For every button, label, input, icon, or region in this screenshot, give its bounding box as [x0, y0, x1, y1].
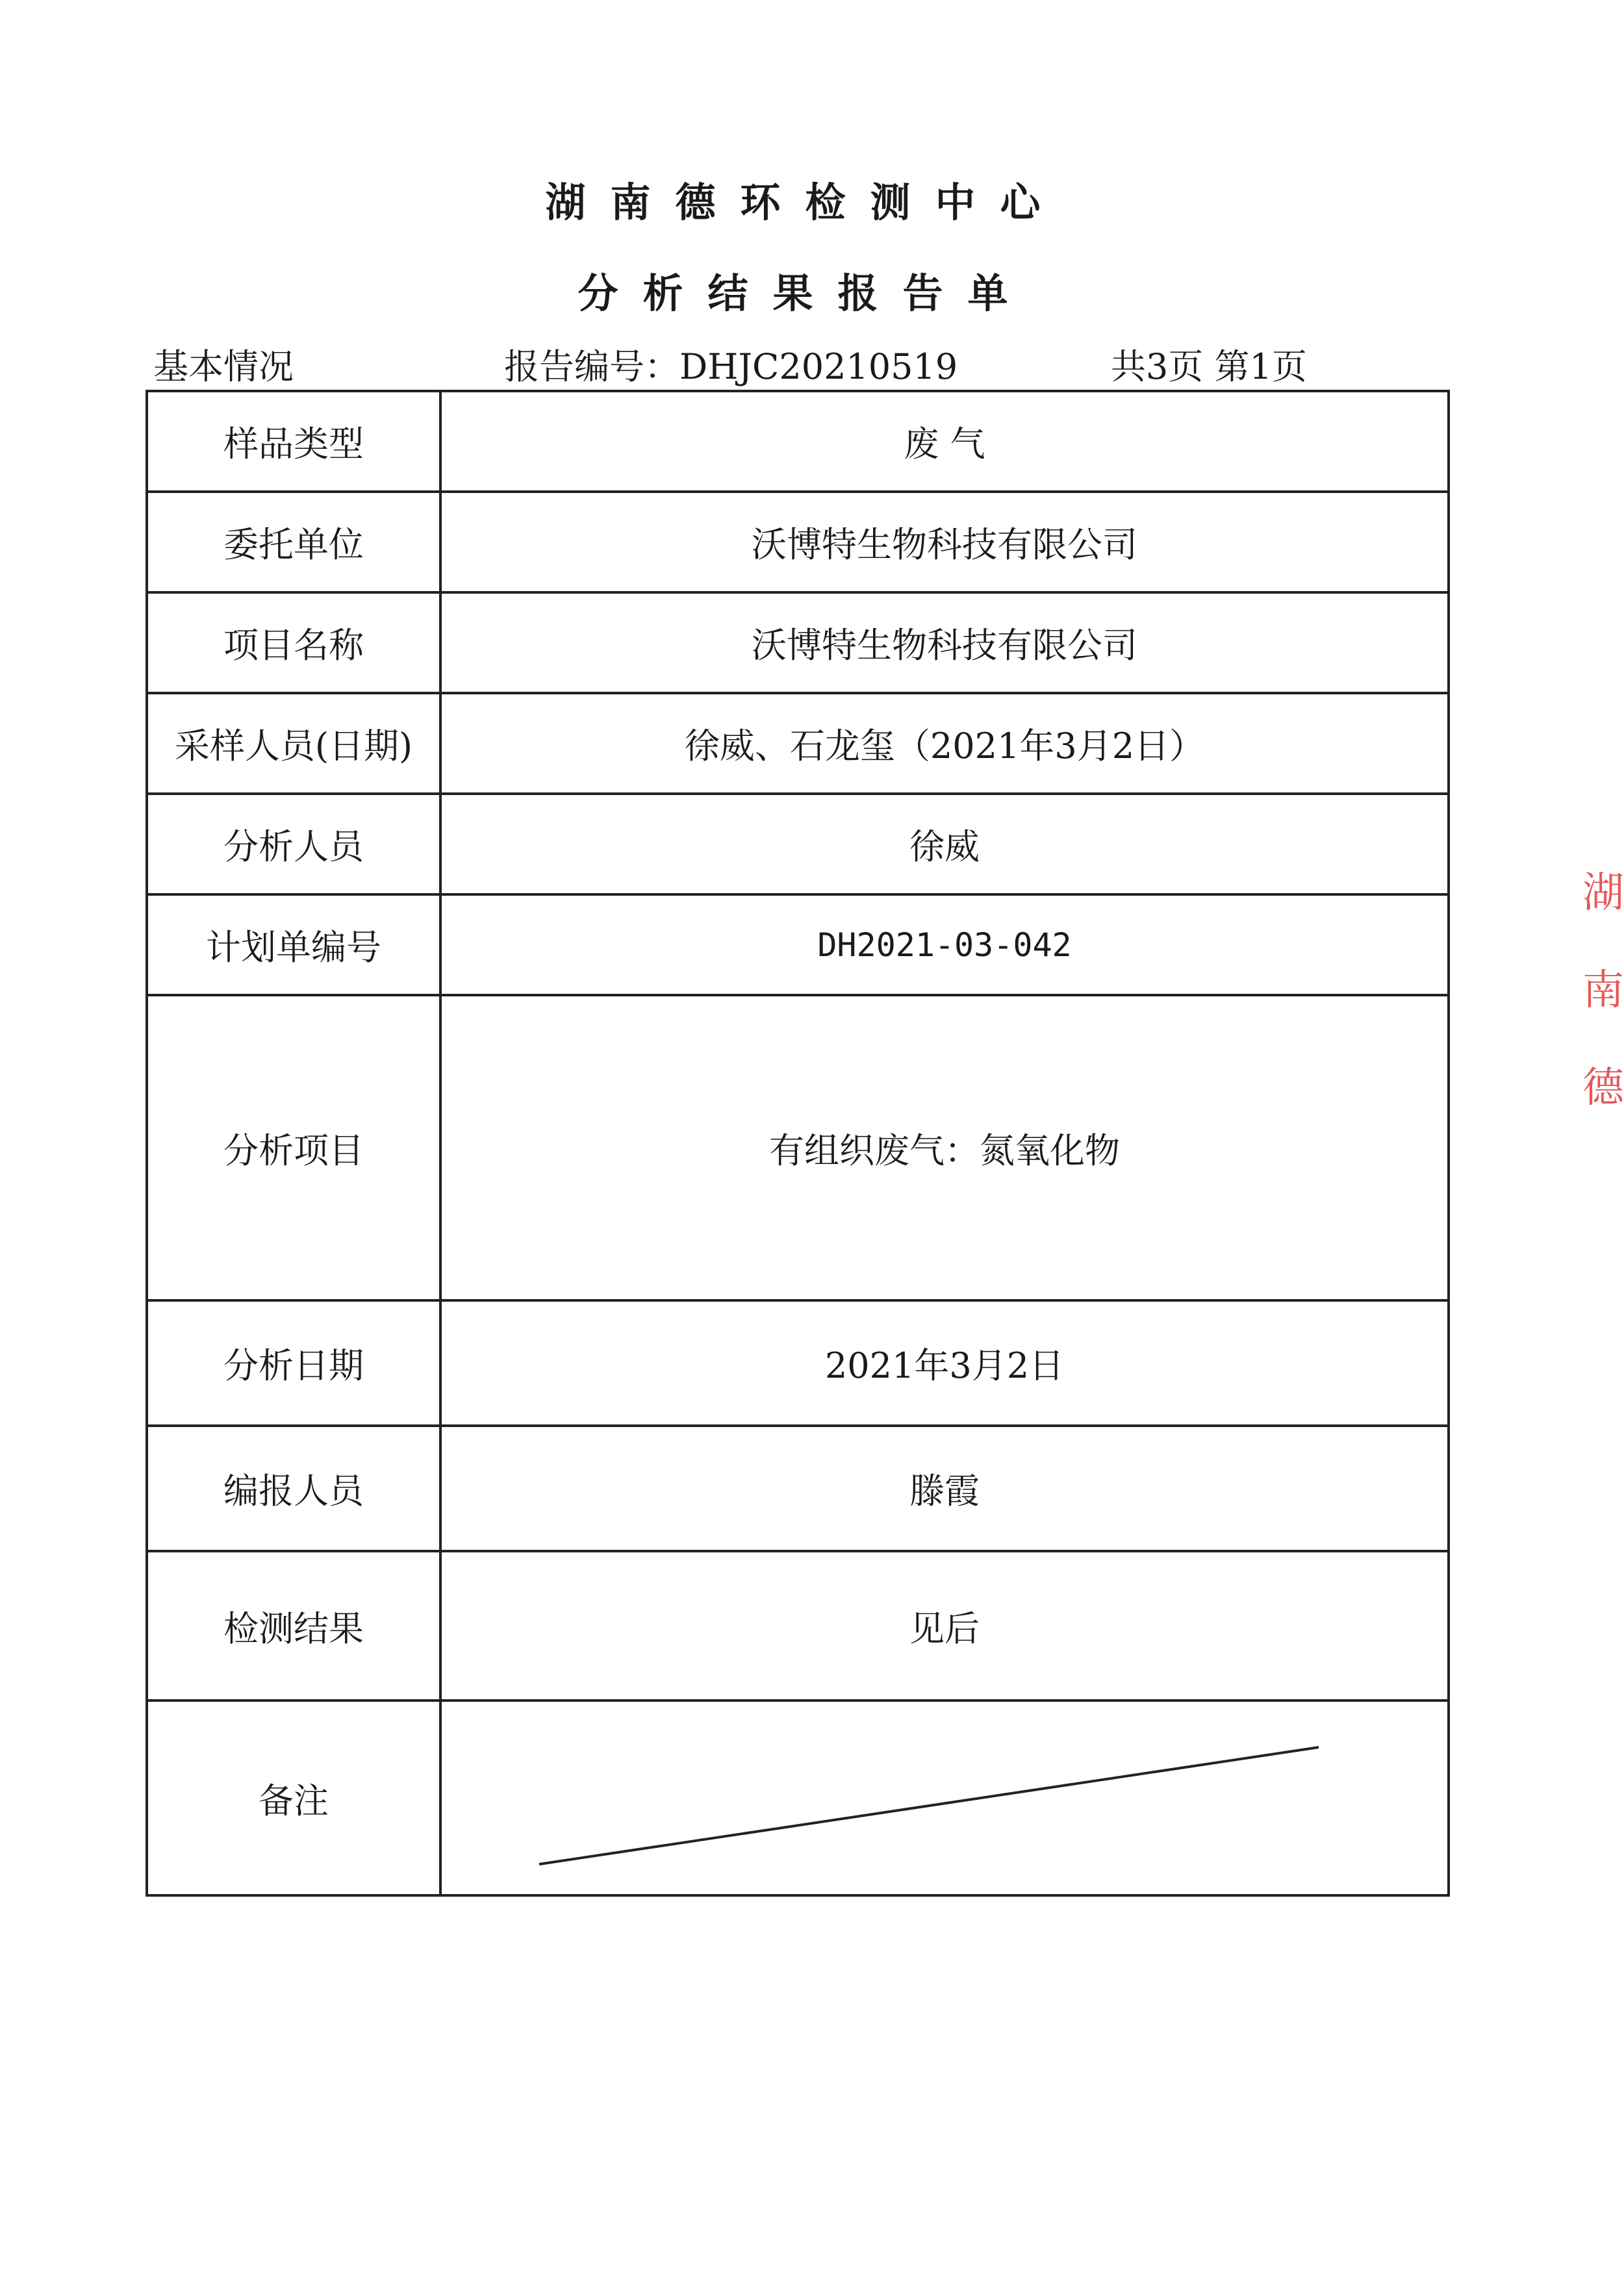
row-label-sample-type: 样品类型: [147, 391, 440, 492]
table-row: [147, 1300, 1449, 1426]
table-row: [147, 693, 1449, 794]
page-count: 共3页 第1页: [1111, 346, 1307, 387]
row-label-sampler: 采样人员(日期): [147, 693, 440, 794]
row-value-plan-number: DH2021-03-042: [440, 894, 1449, 995]
table-row: [147, 592, 1449, 693]
row-label-analysis-date: 分析日期: [147, 1300, 440, 1426]
row-label-analysis-item: 分析项目: [147, 995, 440, 1300]
row-label-client: 委托单位: [147, 492, 440, 592]
section-label: 基本情况: [153, 346, 294, 387]
red-seal-stamp-fragment: 湖 南 德: [1582, 869, 1624, 1112]
table-row: [147, 794, 1449, 894]
report-info-table: [146, 390, 1450, 1897]
row-label-test-result: 检测结果: [147, 1551, 440, 1701]
row-value-project-name: 沃博特生物科技有限公司: [440, 592, 1449, 693]
remarks-strike-line: [442, 1702, 1453, 1897]
table-row: [147, 391, 1449, 492]
table-row: [147, 492, 1449, 592]
table-row: [147, 1701, 1449, 1895]
row-label-compiler: 编报人员: [147, 1426, 440, 1551]
table-row: [147, 894, 1449, 995]
report-number: 报告编号：DHJC20210519: [504, 346, 958, 387]
row-value-client: 沃博特生物科技有限公司: [440, 492, 1449, 592]
document-title: 分析结果报告单: [577, 270, 1033, 317]
row-value-compiler: 滕霞: [440, 1426, 1449, 1551]
row-value-analyst: 徐威: [440, 794, 1449, 894]
row-value-sampler: 徐威、石龙玺（2021年3月2日）: [440, 693, 1449, 794]
row-value-test-result: 见后: [440, 1551, 1449, 1701]
row-value-analysis-date: 2021年3月2日: [440, 1300, 1449, 1426]
table-row: [147, 1551, 1449, 1701]
row-label-plan-number: 计划单编号: [147, 894, 440, 995]
row-label-remarks: 备注: [147, 1701, 440, 1895]
table-row: [147, 995, 1449, 1300]
row-label-analyst: 分析人员: [147, 794, 440, 894]
table-row: [147, 1426, 1449, 1551]
row-value-sample-type: 废 气: [440, 391, 1449, 492]
row-value-remarks: [440, 1701, 1449, 1895]
row-value-analysis-item: 有组织废气：氮氧化物: [440, 995, 1449, 1300]
row-label-project-name: 项目名称: [147, 592, 440, 693]
organization-title: 湖南德环检测中心: [545, 179, 1065, 226]
